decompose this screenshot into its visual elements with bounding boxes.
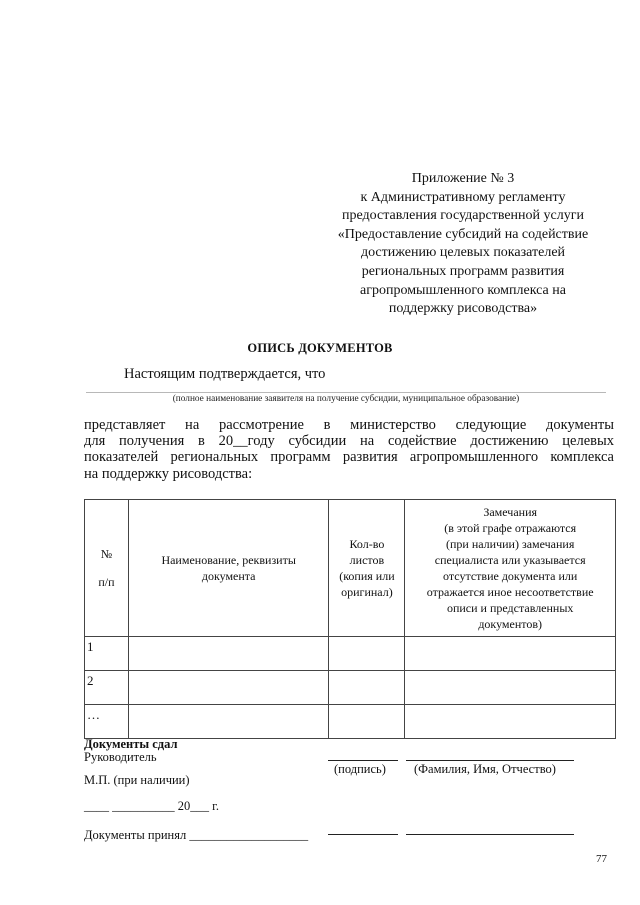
appendix-line: к Административному регламенту	[360, 189, 566, 205]
appendix-line: предоставления государственной услуги	[342, 208, 584, 224]
row-name-cell[interactable]	[128, 705, 329, 739]
header-count: Кол-во листов (копия или оригинал)	[329, 500, 405, 637]
row-count-cell[interactable]	[329, 705, 405, 739]
table-row	[85, 637, 616, 671]
date-line: ____ __________ 20___ г.	[84, 799, 219, 813]
body-line: показателей региональных программ развития агропромышленного комплекса	[84, 449, 614, 466]
row-name-cell[interactable]	[128, 671, 329, 705]
table-header-row	[85, 500, 616, 637]
header-remarks: Замечания (в этой графе отражаются (при наличии) замечания специалиста или указывается отсутствие документа или отражается иное несоответствие описи и представленных документов)	[405, 500, 616, 637]
row-number: …	[85, 705, 129, 739]
header-num: № п/п	[85, 500, 129, 637]
signature-caption: (подпись)	[334, 762, 386, 776]
page-number: 77	[596, 853, 607, 865]
head-label: Руководитель	[84, 750, 157, 764]
documents-table	[84, 499, 616, 739]
appendix-line: агропромышленного комплекса на	[360, 282, 566, 298]
stamp-label: М.П. (при наличии)	[84, 773, 190, 787]
applicant-caption: (полное наименование заявителя на получение субсидии, муниципальное образование)	[172, 394, 520, 404]
accepted-signature-line	[328, 834, 398, 835]
signature-line	[328, 760, 398, 761]
row-number: 2	[85, 671, 129, 705]
fio-caption: (Фамилия, Имя, Отчество)	[414, 762, 556, 776]
table-row	[85, 671, 616, 705]
table-row	[85, 705, 616, 739]
row-remarks-cell[interactable]	[405, 637, 616, 671]
row-count-cell[interactable]	[329, 637, 405, 671]
appendix-line: поддержку рисоводства»	[388, 301, 538, 317]
body-line: на поддержку рисоводства:	[84, 465, 253, 482]
appendix-line: Приложение № 3	[411, 171, 515, 186]
body-line: представляет на рассмотрение в министерство следующие документы	[84, 417, 614, 433]
row-remarks-cell[interactable]	[405, 705, 616, 739]
body-paragraph	[84, 417, 614, 482]
confirm-text: Настоящим подтверждается, что	[124, 366, 326, 382]
document-title: ОПИСЬ ДОКУМЕНТОВ	[247, 341, 393, 355]
row-remarks-cell[interactable]	[405, 671, 616, 705]
accepted-fio-line	[406, 834, 574, 835]
applicant-fill-line	[86, 392, 606, 393]
appendix-line: региональных программ развития	[361, 263, 565, 279]
accepted-label: Документы принял ___________________	[84, 828, 309, 842]
header-name: Наименование, реквизиты документа	[128, 500, 329, 637]
appendix-line: достижению целевых показателей	[360, 245, 566, 261]
fio-line	[406, 760, 574, 761]
row-number: 1	[85, 637, 129, 671]
appendix-header	[318, 170, 608, 319]
body-line: для получения в 20__году субсидии на содействие достижению целевых	[84, 433, 614, 450]
row-count-cell[interactable]	[329, 671, 405, 705]
row-name-cell[interactable]	[128, 637, 329, 671]
handed-title: Документы сдал	[84, 737, 178, 751]
appendix-line: «Предоставление субсидий на содействие	[337, 226, 589, 242]
